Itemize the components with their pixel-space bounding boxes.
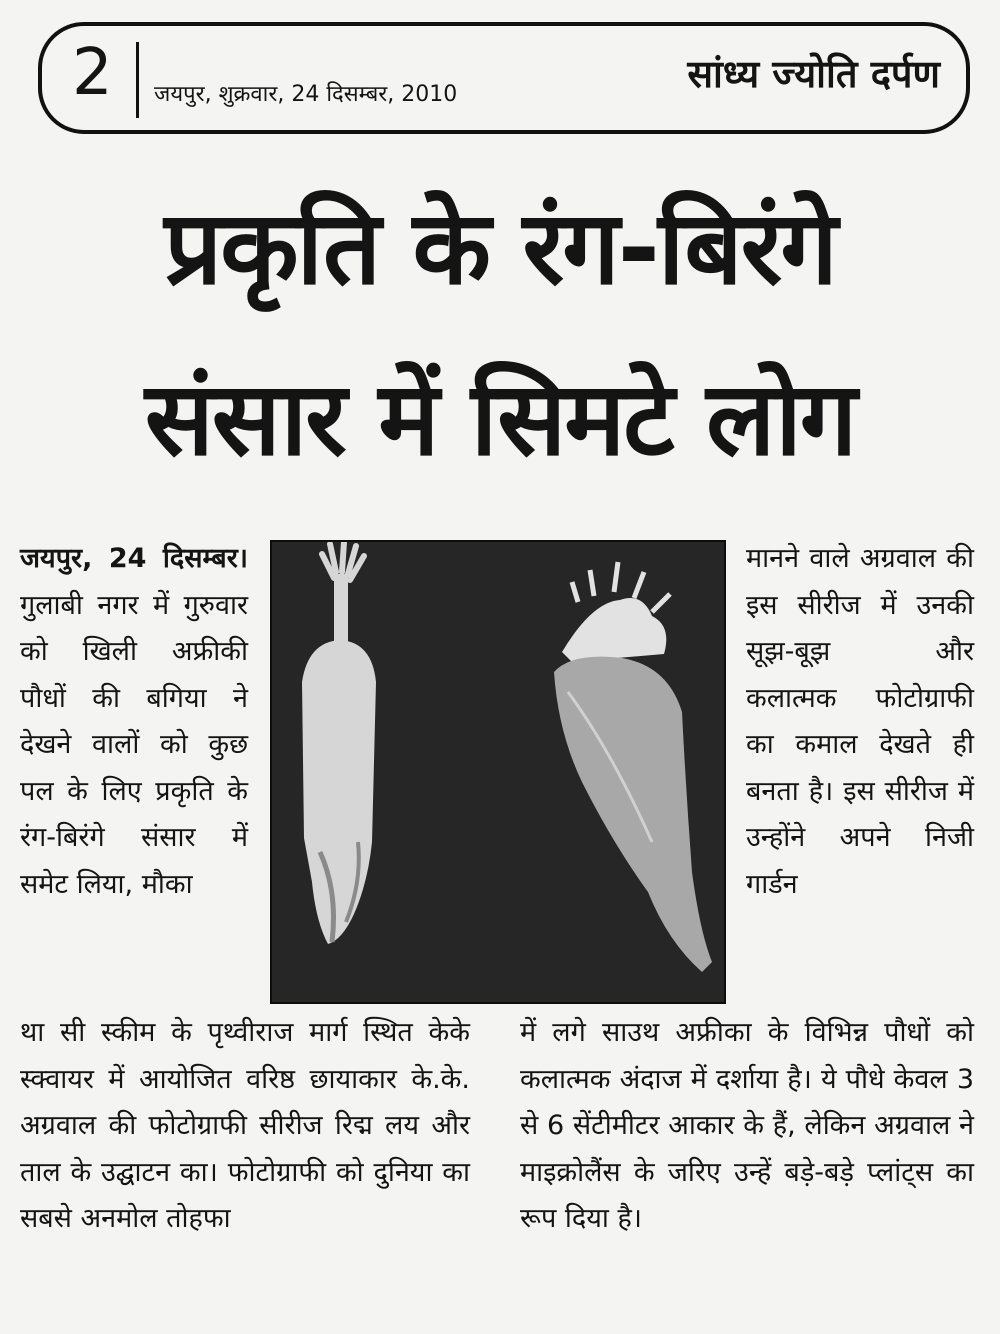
newspaper-name: सांध्य ज्योति दर्पण xyxy=(687,52,940,96)
right-column-text: मानने वाले अग्रवाल की इस सीरीज में उनकी सूझ-बूझ और कलात्मक फोटोग्राफी का कमाल देखते ही बनता है। इस सीरीज में उन्होंने अपने निजी गार्डन xyxy=(746,543,974,900)
headline-line-2: संसार में सिमटे लोग xyxy=(144,360,856,479)
masthead xyxy=(38,22,970,134)
article-right-column xyxy=(746,536,974,908)
page-number: 2 xyxy=(72,36,113,110)
bottom-right-text: में लगे साउथ अफ्रीका के विभिन्न पौधों को कलात्मक अंदाज में दर्शाया है। ये पौधे केवल 3 से 6 सेंटीमीटर आकार के हैं, लेकिन अग्रवाल ने माइक्रोलैंस के जरिए उन्हें बड़े-बड़े प्लांट्स का रूप दिया है। xyxy=(520,1017,974,1234)
dateline: जयपुर, शुक्रवार, 24 दिसम्बर, 2010 xyxy=(154,82,458,107)
headline-line-1: प्रकृति के रंग-बिरंगे xyxy=(164,189,836,308)
bottom-left-text: था सी स्कीम के पृथ्वीराज मार्ग स्थित केके स्क्वायर में आयोजित वरिष्ठ छायाकार के.के. अग्रवाल की फोटोग्राफी सीरीज रिद्म लय और ताल के उद्घाटन का। फोटोग्राफी को दुनिया का सबसे अनमोल तोहफा xyxy=(20,1017,470,1234)
masthead-divider xyxy=(136,42,139,118)
article-left-column xyxy=(20,536,248,908)
left-column-text: गुलाबी नगर में गुरुवार को खिली अफ्रीकी पौधों की बगिया ने देखने वालों को कुछ पल के लिए प्रकृति के रंग-बिरंगे संसार में समेट लिया, मौका xyxy=(20,589,248,900)
plant-photo-illustration xyxy=(272,542,724,1002)
article-bottom-right xyxy=(520,1010,974,1243)
article-bottom-left xyxy=(20,1010,470,1243)
article-photo xyxy=(270,540,726,1004)
article-lead: जयपुर, 24 दिसम्बर। xyxy=(20,543,248,574)
